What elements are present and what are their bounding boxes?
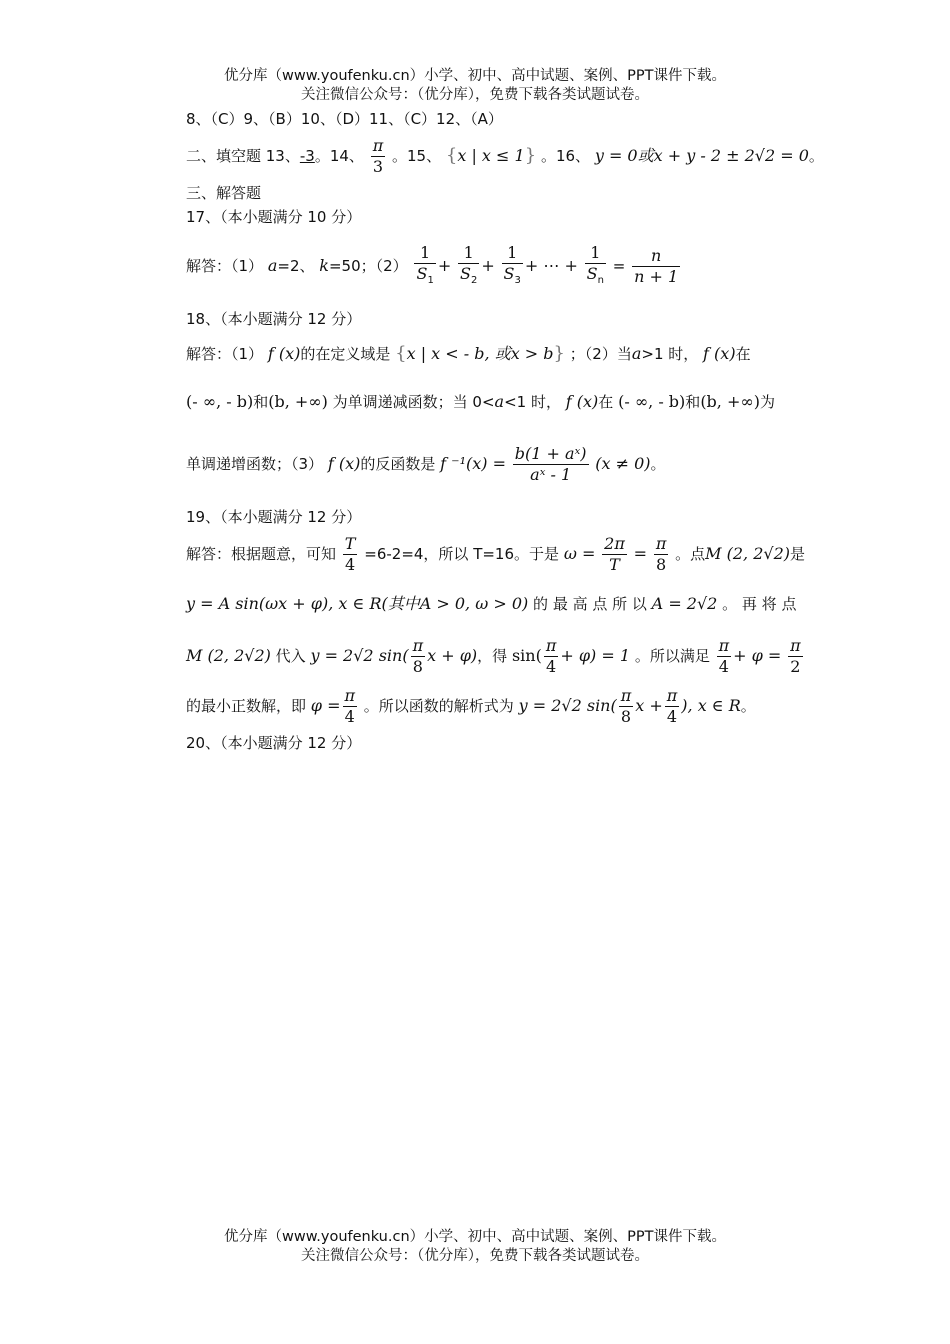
q19-line-4: 的最小正数解，即 φ = $\frac{\pi}{4}$ 。所以函数的解析式为 y = 2√2 sin( $\frac{\pi}{8}$ x + $\frac{\pi}{4}$ ), x ∈ R。 xyxy=(186,686,756,726)
q18-line-2: (- ∞, - b)和(b, +∞) 为单调递减函数；当 0<a<1 时， f (x)在 (- ∞, - b)和(b, +∞)为 xyxy=(186,392,775,411)
q18-title: 18、（本小题满分 12 分） xyxy=(186,310,362,328)
answer-15: x | x ≤ 1 xyxy=(457,146,525,165)
q18-line-3: 单调递增函数；（3） f (x)的反函数是 f ⁻¹(x) = $\frac{\text{b(1 + aˣ)}}{\text{aˣ - 1}}$ (x ≠ 0)。 xyxy=(186,444,666,484)
label-14: 。14、 xyxy=(314,147,364,165)
answer-13: -3 xyxy=(299,147,315,165)
choice-answers: 8、（C）9、（B）10、（D）11、（C）12、（A） xyxy=(186,110,503,128)
q17-title: 17、（本小题满分 10 分） xyxy=(186,208,362,226)
q19-line-1: 解答：根据题意，可知 $\frac{T}{4}$ =6-2=4，所以 T=16。于是 ω = $\frac{2\pi}{T}$ = $\frac{\pi}{8}$ 。点M (2, 2√2)是 xyxy=(186,534,805,574)
label-16: 。16、 xyxy=(540,147,591,165)
q20-title: 20、（本小题满分 12 分） xyxy=(186,734,362,752)
label-15: 。15、 xyxy=(392,147,442,165)
footer-line-1: 优分库（www.youfenku.cn）小学、初中、高中试题、案例、PPT课件下载。 xyxy=(224,1229,726,1245)
fill-intro: 二、填空题 13、 xyxy=(186,147,300,165)
answer-14-fraction: $\frac{\pi}{3}$ xyxy=(372,136,384,176)
section-3-heading: 三、解答题 xyxy=(186,184,262,202)
header-line-1: 优分库（www.youfenku.cn）小学、初中、高中试题、案例、PPT课件下载。 xyxy=(224,68,726,84)
q17-answer: 解答：（1） a=2、 k=50；（2） $\frac{1}{S_1}$ + $\frac{1}{S_2}$ + $\frac{1}{S_3}$ + ⋯ + $\frac{1}{S_n}$ = $\frac{n}{n + 1}$ xyxy=(186,242,679,286)
footer-line-2: 关注微信公众号：（优分库），免费下载各类试题试卷。 xyxy=(301,1248,649,1264)
fill-in-answers: 二、填空题 13、-3。14、 $\frac{\pi}{3}$ 。15、 {x | x ≤ 1} 。16、 y = 0或x + y - 2 ± 2√2 = 0。 xyxy=(186,136,824,176)
q19-title: 19、（本小题满分 12 分） xyxy=(186,508,362,526)
q19-line-3: M (2, 2√2) 代入 y = 2√2 sin( $\frac{\pi}{8}$ x + φ)，得 sin( $\frac{\pi}{4}$ + φ) = 1 。所以满足 $\frac{\pi}{4}$ + φ = $\frac{\pi}{2}$ xyxy=(186,636,801,676)
q19-line-2: y = A sin(ωx + φ), x ∈ R(其中A > 0, ω > 0) 的 最 高 点 所 以 A = 2√2 。 再 将 点 xyxy=(186,594,797,613)
header-line-2: 关注微信公众号：（优分库），免费下载各类试题试卷。 xyxy=(301,87,649,103)
answer-16: y = 0或x + y - 2 ± 2√2 = 0 xyxy=(594,146,809,165)
q18-line-1: 解答：（1） f (x)的在定义域是 {x | x < - b, 或x > b} ；（2）当a>1 时， f (x)在 xyxy=(186,343,751,364)
